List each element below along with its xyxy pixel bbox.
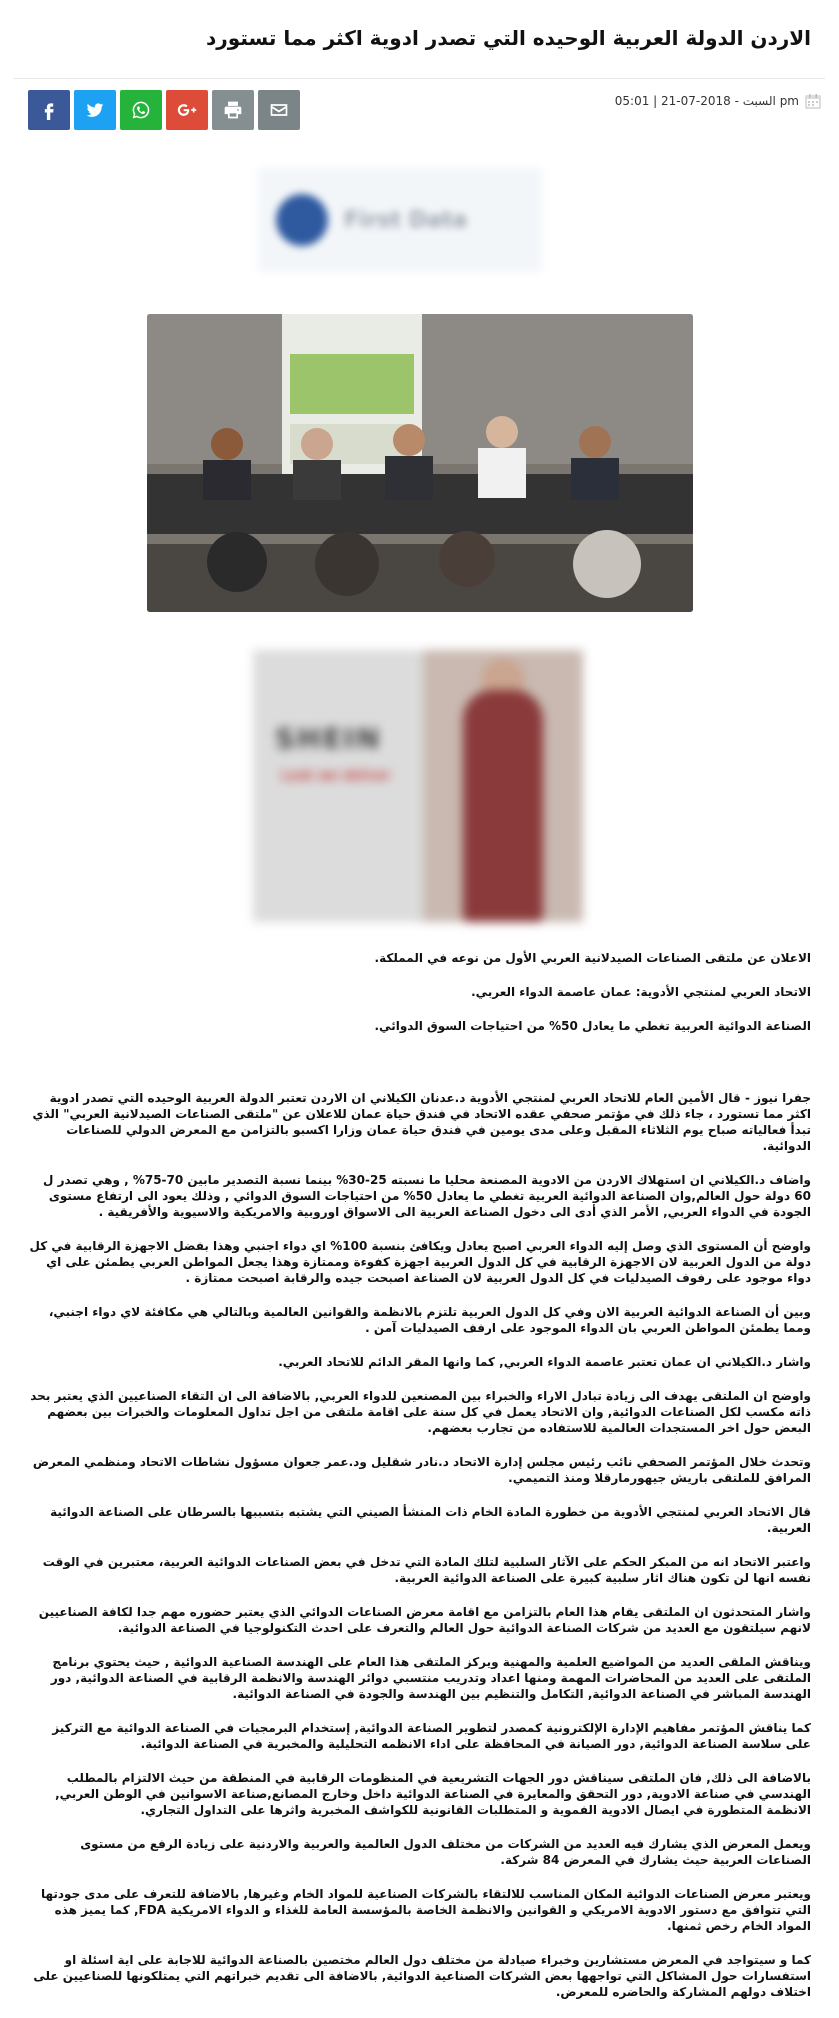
ad-brand: SHEIN: [275, 722, 382, 755]
paragraph: ويعمل المعرض الذي يشارك فيه العديد من الشركات من مختلف الدول العالمية والعربية والاردنية على زيادة الرفع من مستوى الصناعات العربية حيث يشارك في المعرض 84 شركة.: [80, 1837, 811, 1867]
top-advertisement[interactable]: [258, 168, 542, 272]
facebook-share-button[interactable]: [28, 90, 70, 130]
paragraph: جفرا نيوز - قال الأمين العام للاتحاد العربي لمنتجي الأدوية د.عدنان الكيلاني ان الاردن تعتبر الدولة العربية الوحيده التي تصدر ادوية اكثر مما تستورد ، جاء ذلك في مؤتمر صحفي عقده الاتحاد في فندق حياة عمان للاعلان عن "ملتقى الصناعات الصيدلانية العربي" الذي تبدأ فعالياته صباح يوم الثلاثاء المقبل وعلى مدى يومين في فندق حياة عمان وزارا اكسبو بالتزامن مع المعرض الدولي للصناعات الدوائية.: [32, 1091, 811, 1153]
paragraph: ويناقش الملقى العديد من المواضيع العلمية والمهنية ويركز الملتقى هذا العام على الهندسة الصناعية الدوائية , حيث يحتوي برنامج الملتقى على العديد من المحاضرات المهمة ومنها اعداد وتدريب منتسبي دوائر الهندسة والانظمة الرقابية في الصناعة الدوائية, دور الهندسة المباشر في الصناعة الدوائية, التكامل والتنظيم بين الهندسة والجودة في الصناعة الدوائية.: [50, 1655, 811, 1701]
middle-advertisement[interactable]: [253, 650, 583, 922]
article-photo: [147, 314, 693, 612]
paragraph: واوضح أن المستوى الذي وصل إليه الدواء العربي اصبح يعادل ويكافئ بنسبة 100% اي دواء اجنبي وهذا بفضل الاجهزة الرقابية في كل دولة من الدول العربية لان الاجهزة الرقابية في كل الدول العربية اجهزة كفوءة وممتازة وهذا يجعل المواطن العربي يطمئن على اي دواء موجود على رفوف الصيدليات في كل الدول العربية لان الصناعة اصبحت جيده والرقابة اصبحت ممتازة .: [29, 1239, 811, 1285]
whatsapp-share-button[interactable]: [120, 90, 162, 130]
print-icon: [223, 100, 243, 120]
ad-model-dress: [463, 690, 543, 922]
ad-text: First Data: [344, 207, 468, 233]
lead-line: الاتحاد العربي لمنتجي الأدوية: عمان عاصمة الدواء العربي.: [471, 985, 811, 999]
body-spacer: [26, 1052, 811, 1090]
ad-panel: [253, 650, 423, 922]
whatsapp-icon: [131, 100, 151, 120]
article-title: الاردن الدولة العربية الوحيده التي تصدر ادوية اكثر مما تستورد: [206, 26, 811, 50]
calendar-icon: [805, 93, 821, 109]
paragraph: واشار المتحدثون ان الملتقى يقام هذا العام بالتزامن مع اقامة معرض الصناعات الدوائي الذي يعتبر حضوره مهم جدا لكافة الصناعيين لانهم سيلتقون مع العديد من شركات الصناعة الدوائية حول العالم والتعرف على احدث التكنولوجيا في الصناعة الدوائية.: [38, 1605, 811, 1635]
paragraph: واشار د.الكيلاني ان عمان تعتبر عاصمة الدواء العربي, كما وانها المقر الدائم للاتحاد العربي.: [278, 1355, 811, 1369]
paragraph: وتحدث خلال المؤتمر الصحفي نائب رئيس مجلس إدارة الاتحاد د.نادر شقليل ود.عمر جعوان مسؤول نشاطات الاتحاد ومنظمي المعرض المرافق للملتقى باريش جيهورمارقلا ومنذ التميمي.: [32, 1455, 811, 1485]
lead-line: الصناعة الدوائية العربية تغطي ما يعادل 50% من احتياجات السوق الدوائي.: [374, 1019, 811, 1033]
article-body: [26, 950, 811, 2018]
paragraph: واعتبر الاتحاد انه من المبكر الحكم على الآثار السلبية لتلك المادة التي تدخل في بعض الصناعات الدوائية العربية، معتبرين في الوقت نفسه انها لن تكون هناك اثار سلبية كبيرة على الصناعة الدوائية العربية.: [42, 1555, 811, 1585]
share-buttons: [28, 90, 300, 130]
ad-cta: Look we deliver: [281, 768, 391, 784]
publish-date: السبت - 2018-07-21 | 05:01 pm: [614, 94, 799, 108]
paragraph: كما و سيتواجد في المعرض مستشارين وخبراء صيادلة من مختلف دول العالم مختصين بالصناعة الدوائية للاجابة على اية اسئلة او استفسارات حول المشاكل التي تواجهها بعض الشركات الصناعية الدوائية, بالاضافة الى تقديم خبراتهم التي يمتلكونها للصناعيين على اختلاف دولهم المشاركة والحاضره للمعرض.: [33, 1953, 811, 1999]
email-icon: [269, 100, 289, 120]
paragraph: قال الاتحاد العربي لمنتجي الأدوية من خطورة المادة الخام ذات المنشأ الصيني التي يشتبه بتسببها بالسرطان على الصناعة الدوائية العربية.: [50, 1505, 811, 1535]
email-share-button[interactable]: [258, 90, 300, 130]
paragraph: بالاضافة الى ذلك, فان الملتقى سيناقش دور الجهات التشريعية في المنظومات الرقابية في المنطقة من حيث الالتزام بالمطلب الهندسي في صناعة الادوية, دور التحقق والمعايرة في الصناعة الدوائية داخل وخارج المصانع,صناعة الاسوانين في الوطن العربي, الانظمة المتطورة في ايصال الادوية الفموية و المتطلبات القانونية للكواشف المخبرية واثرها على التداول التجاري.: [55, 1771, 811, 1817]
article-dateline: [615, 93, 821, 109]
twitter-share-button[interactable]: [74, 90, 116, 130]
google-plus-share-button[interactable]: [166, 90, 208, 130]
paragraph: ويعتبر معرض الصناعات الدوائية المكان المناسب للالتقاء بالشركات الصناعية للمواد الخام وغيرها, بالاضافة للتعرف على مدى جودتها التي تتوافق مع دستور الادوية الامريكي و القوانين والانظمة الخاصة بالمؤسسة العامة للغذاء و الدواء الامريكية FDA, كما يميز هذه المواد الخام رخص ثمنها.: [40, 1887, 811, 1933]
ad-logo-icon: [276, 194, 328, 246]
facebook-icon: [39, 100, 59, 120]
paragraph: واضاف د.الكيلاني ان استهلاك الاردن من الادوية المصنعة محليا ما نسبته 25-30% بينما نسبة التصدير مابين 70-75% , وهي تصدر ل 60 دولة حول العالم,وان الصناعة الدوائية العربية تغطي ما يعادل 50% من احتياجات السوق الدوائي , وذلك يعود الى ارتفاع مستوى الجودة في الدواء العربي, الأمر الذي أدى الى دخول الصناعة العربية الى الاسواق اوروبية والامريكية والاسيوية والأفريقية .: [43, 1173, 811, 1219]
print-button[interactable]: [212, 90, 254, 130]
press-conference-photo: [147, 314, 693, 612]
paragraph: واوضح ان الملتقى يهدف الى زيادة تبادل الاراء والخبراء بين المصنعين للدواء العربي, بالاضافة الى ان التقاء الصناعيين الذي يعتبر بحد ذاته مكسب لكل الصناعات الدوائية, وان الاتحاد يعمل في كل سنة على اقامة ملتقى من اجل تداول المعلومات والخبرات بين بعضهم البعض حول اخر المستجدات العالمية للاستفاده من تجارب بعضهم.: [30, 1389, 811, 1435]
paragraph: وبين أن الصناعة الدوائية العربية الان وفي كل الدول العربية تلتزم بالانظمة والقوانين العالمية وبالتالي هي مكافئة لاي دواء اجنبي، ومما يطمئن المواطن العربي بان الدواء الموجود على ارفف الصيدليات آمن .: [48, 1305, 811, 1335]
google-plus-icon: [177, 100, 197, 120]
header-divider: [14, 78, 825, 79]
paragraph: كما يناقش المؤتمر مفاهيم الإدارة الإلكترونية كمصدر لتطوير الصناعة الدوائية, إستخدام البرمجيات في الصناعة الدوائية مع التركيز على سلاسة الصناعة الدوائية, دور الصيانة في المحافظة على اداء الانظمه التحليلية والمخبرية في الصناعة الدوائية.: [52, 1721, 811, 1751]
lead-line: الاعلان عن ملتقى الصناعات الصيدلانية العربي الأول من نوعه في المملكة.: [374, 951, 811, 965]
twitter-icon: [85, 100, 105, 120]
